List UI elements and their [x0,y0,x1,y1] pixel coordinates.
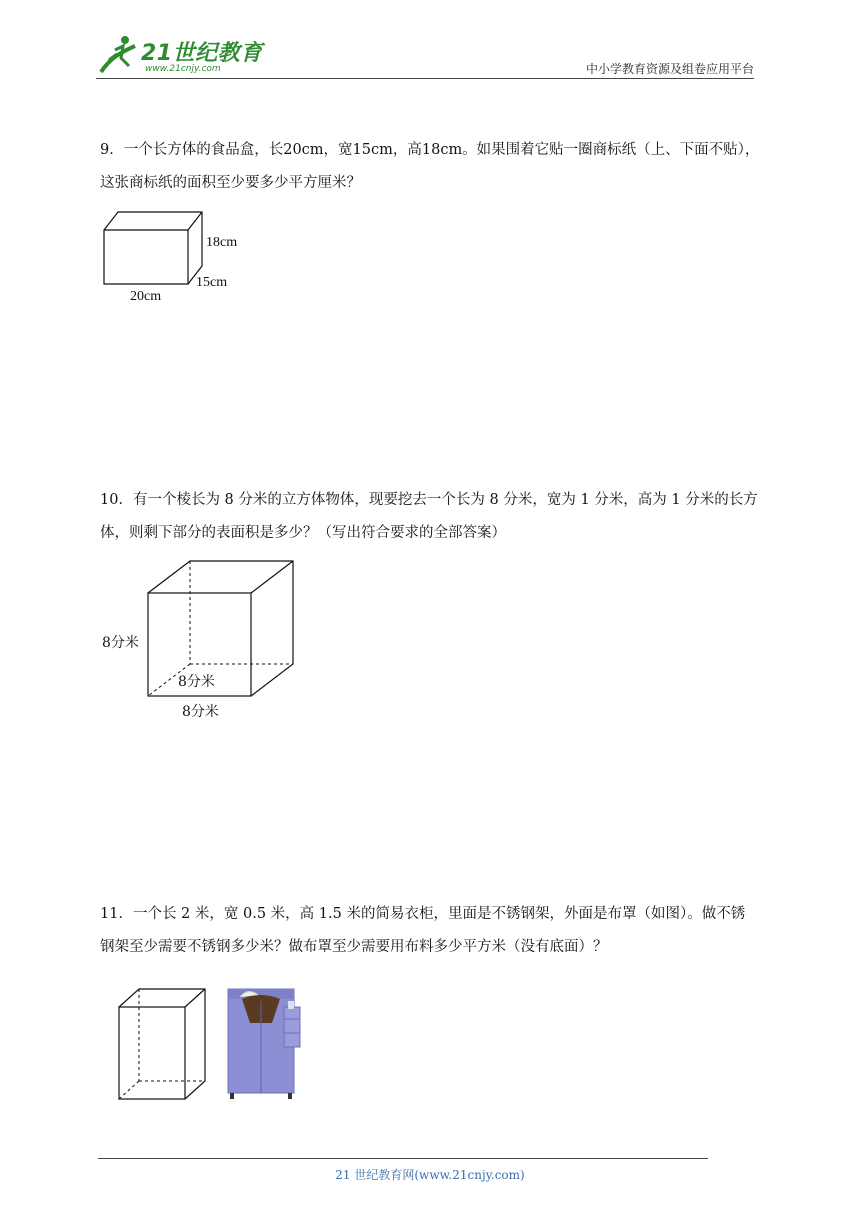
side-label: 8分米 [102,635,139,651]
wardrobe-frame-diagram [115,985,215,1105]
question-9-line-1: 9．一个长方体的食品盒，长20cm，宽15cm，高18cm。如果围着它贴一圈商标纸（上、下面不贴）， [100,142,760,158]
wardrobe-photo [222,983,304,1103]
question-11 [100,898,768,964]
height-label: 18cm [206,235,238,250]
question-10-line-1: 10．有一个棱长为 8 分米的立方体物体，现要挖去一个长为 8 分米，宽为 1 分米，高为 1 分米的长方 [100,492,758,508]
question-10-line-2: 体，则剩下部分的表面积是多少？（写出符合要求的全部答案） [100,525,506,541]
runner-icon [95,32,141,78]
question-9-line-2: 这张商标纸的面积至少要多少平方厘米？ [100,175,361,191]
header-divider [96,78,754,79]
question-11-line-1: 11．一个长 2 米，宽 0.5 米，高 1.5 米的简易衣柜，里面是不锈钢架，外面是布罩（如图）。做不锈 [100,906,746,922]
cuboid-diagram [100,210,260,310]
footer-divider [98,1158,708,1159]
footer-text[interactable]: 21 世纪教育网(www.21cnjy.com) [335,1168,525,1182]
logo-text: 21世纪教育 [141,41,263,66]
site-logo [95,30,265,80]
bottom-label: 8分米 [182,704,219,720]
cube-diagram [98,555,308,725]
length-label: 20cm [130,289,162,304]
platform-name: 中小学教育资源及组卷应用平台 [585,62,754,76]
question-10 [100,484,768,550]
question-9 [100,134,768,200]
inner-label: 8分米 [178,674,215,690]
width-label: 15cm [196,275,228,290]
question-11-line-2: 钢架至少需要不锈钢多少米？做布罩至少需要用布料多少平方米（没有底面）？ [100,939,608,955]
logo-url: www.21cnjy.com [145,64,221,74]
